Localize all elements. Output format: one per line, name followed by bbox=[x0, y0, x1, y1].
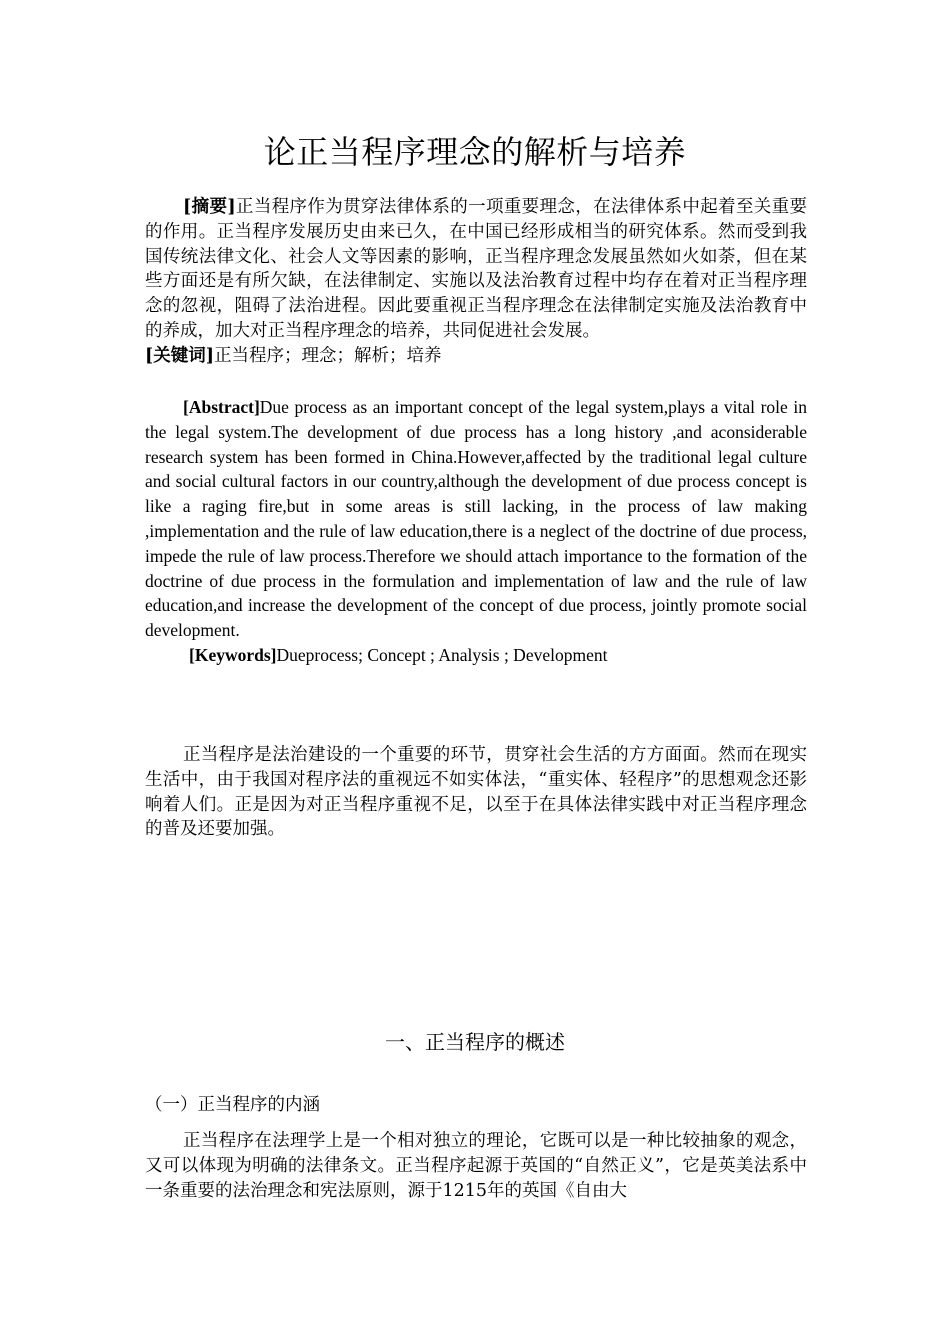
keywords-cn-paragraph bbox=[145, 344, 807, 369]
paper-title: 论正当程序理念的解析与培养 bbox=[263, 133, 687, 171]
subsection-heading: （一）正当程序的内涵 bbox=[145, 1095, 320, 1115]
abstract-en-paragraph bbox=[145, 395, 807, 643]
subsection-paragraph: 正当程序在法理学上是一个相对独立的理论，它既可以是一种比较抽象的观念，又可以体现为明确的法律条文。正当程序起源于英国的“自然正义”，它是英美法系中一条重要的法治理念和宪法原则，源于1215年的英国《自由大 bbox=[145, 1131, 807, 1201]
keywords-cn-text: 正当程序；理念；解析；培养 bbox=[214, 345, 442, 366]
abstract-cn-label: [摘要] bbox=[183, 197, 236, 217]
abstract-cn-text: 正当程序作为贯穿法律体系的一项重要理念，在法律体系中起着至关重要的作用。正当程序发展历史由来已久，在中国已经形成相当的研究体系。然而受到我国传统法律文化、社会人文等因素的影响，正当程序理念发展虽然如火如荼，但在某些方面还是有所欠缺，在法律制定、实施以及法治教育过程中均存在着对正当程序理念的忽视，阻碍了法治进程。因此要重视正当程序理念在法律制定实施及法治教育中的养成，加大对正当程序理念的培养，共同促进社会发展。 bbox=[145, 197, 808, 341]
abstract-en-label: [Abstract] bbox=[183, 397, 260, 417]
introduction bbox=[145, 743, 807, 842]
abstract-en bbox=[145, 395, 807, 668]
abstract-cn-paragraph bbox=[145, 195, 807, 344]
keywords-en-label: [Keywords] bbox=[189, 644, 277, 665]
abstract-en-text: Due process as an important concept of the legal system,plays a vital role in the legal system.The development of due process has a long history ,and aconsiderable research system has been formed in China.However,affected by the traditional legal culture and social cultural factors in our country,although the development of due process concept is like a raging fire,but in some areas is still lacking, in the process of law making ,implementation and the rule of law education,there is a neglect of the doctrine of due process, impede the rule of law process.Therefore we should attach importance to the formation of the doctrine of due process in the formulation and implementation of law and the rule of law education,and increase the development of the concept of due process, jointly promote social development. bbox=[145, 397, 807, 641]
keywords-en-text: Dueprocess; Concept ; Analysis ; Development bbox=[276, 644, 608, 665]
keywords-cn-label: [关键词] bbox=[145, 345, 215, 366]
abstract-cn bbox=[145, 195, 807, 369]
subsection-body bbox=[145, 1129, 807, 1203]
section-heading: 一、正当程序的概述 bbox=[385, 1030, 565, 1054]
keywords-en-paragraph bbox=[145, 643, 807, 668]
intro-paragraph: 正当程序是法治建设的一个重要的环节，贯穿社会生活的方方面面。然而在现实生活中，由于我国对程序法的重视远不如实体法，“重实体、轻程序”的思想观念还影响着人们。正是因为对正当程序重视不足，以至于在具体法律实践中对正当程序理念的普及还要加强。 bbox=[145, 745, 807, 840]
